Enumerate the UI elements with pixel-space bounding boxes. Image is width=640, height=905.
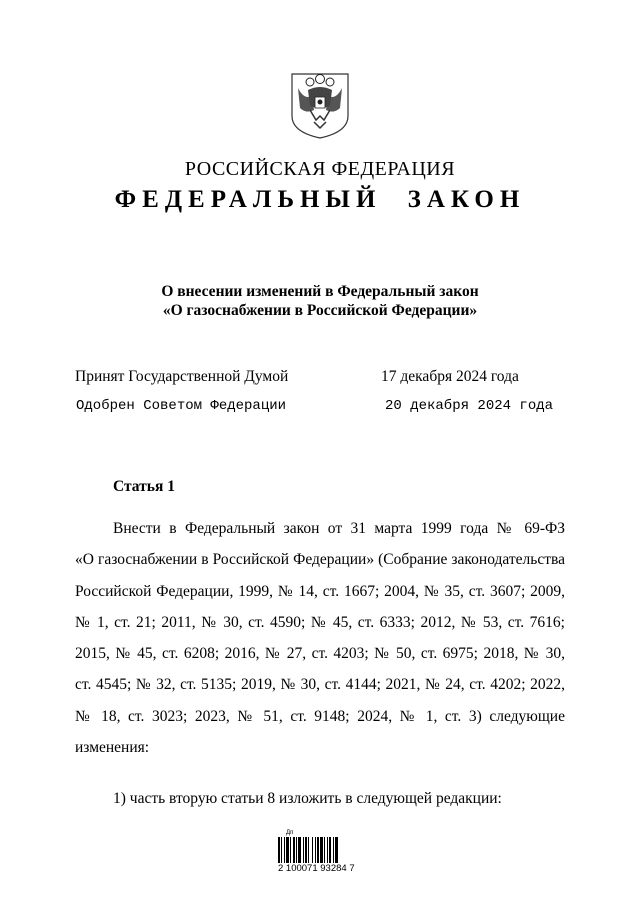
adopted-date: 17 декабря 2024 года — [381, 368, 519, 385]
barcode-small-text: Дп — [286, 830, 294, 836]
paragraph-line: изменения: — [75, 739, 150, 757]
paragraph-line: № 1, ст. 21; 2011, № 30, ст. 4590; № 45, ст. 6333; 2012, № 53, ст. 7616; — [75, 613, 565, 631]
document-type: ФЕДЕРАЛЬНЫЙ ЗАКОН — [114, 186, 526, 213]
barcode-number: 2 100071 93284 7 — [278, 863, 355, 874]
approved-date: 20 декабря 2024 года — [385, 398, 554, 414]
paragraph-line: Российской Федерации, 1999, № 14, ст. 1667; 2004, № 35, ст. 3607; 2009, — [75, 582, 565, 600]
law-title-line-2: «О газоснабжении в Российской Федерации» — [162, 302, 478, 319]
item-1: 1) часть вторую статьи 8 изложить в следующей редакции: — [113, 790, 502, 807]
article-heading: Статья 1 — [113, 478, 175, 495]
paragraph-line: ст. 4545; № 32, ст. 5135; 2019, № 30, ст. 4144; 2021, № 24, ст. 4202; 2022, — [75, 676, 565, 694]
approved-label: Одобрен Советом Федерации — [76, 398, 287, 414]
paragraph-line: «О газоснабжении в Российской Федерации» (Собрание законодательства — [75, 551, 565, 569]
article-paragraph — [75, 513, 565, 763]
paragraph-line: № 18, ст. 3023; 2023, № 51, ст. 9148; 2024, № 1, ст. 3) следующие — [75, 707, 565, 725]
paragraph-line: 2015, № 45, ст. 6208; 2016, № 27, ст. 4203; № 50, ст. 6975; 2018, № 30, — [75, 645, 565, 663]
barcode-icon — [278, 837, 360, 863]
paragraph-line: Внести в Федеральный закон от 31 марта 1999 года № 69-ФЗ — [113, 520, 565, 537]
coat-of-arms-icon — [288, 70, 352, 140]
barcode — [278, 830, 360, 878]
country-name: РОССИЙСКАЯ ФЕДЕРАЦИЯ — [184, 158, 456, 180]
law-title-line-1: О внесении изменений в Федеральный закон — [161, 283, 479, 300]
adopted-label: Принят Государственной Думой — [75, 368, 289, 385]
